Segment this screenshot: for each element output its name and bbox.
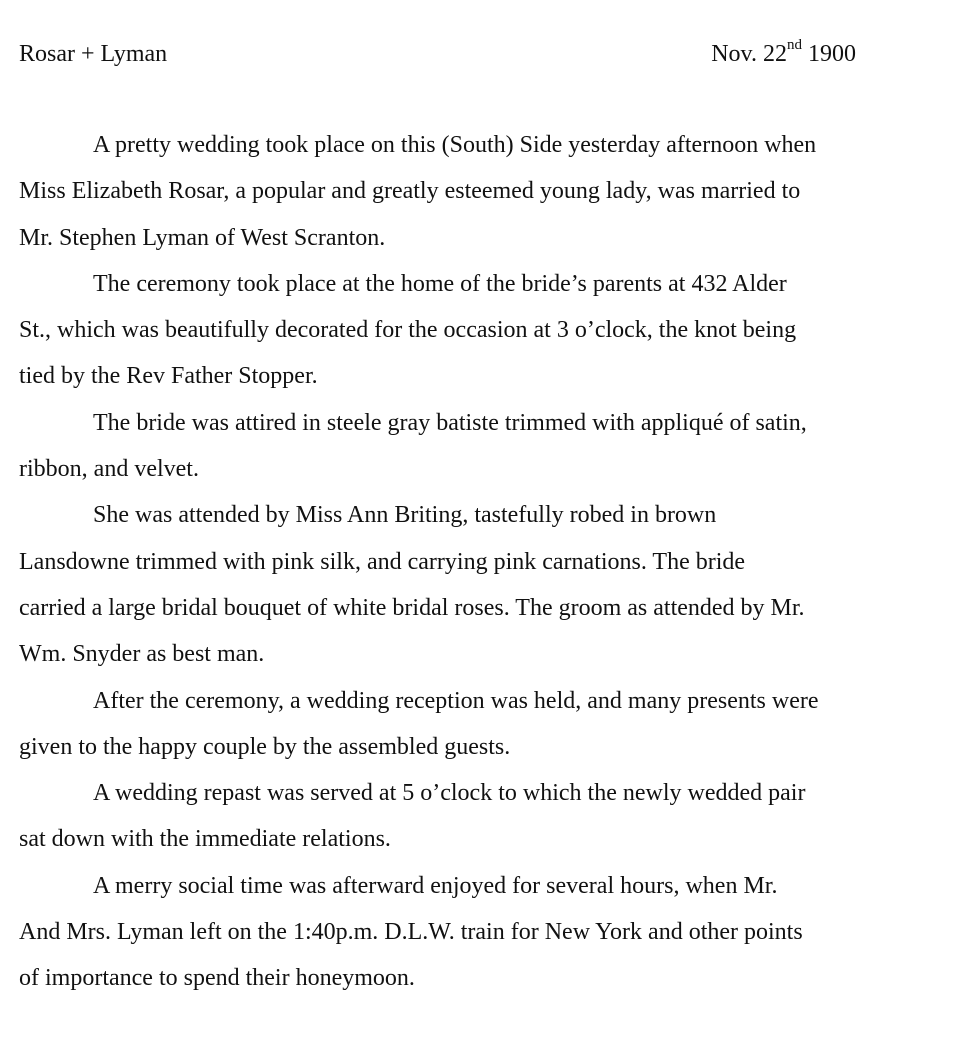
paragraph [19, 261, 919, 400]
paragraph-line: And Mrs. Lyman left on the 1:40p.m. D.L.W. train for New York and other points [19, 919, 803, 946]
article-body [19, 122, 919, 1002]
date-ordinal: nd [787, 37, 802, 53]
paragraph-line: A wedding repast was served at 5 o’clock to which the newly wedded pair [93, 780, 806, 807]
paragraph-line: Wm. Snyder as best man. [19, 641, 265, 668]
paragraph-line: Miss Elizabeth Rosar, a popular and greatly esteemed young lady, was married to [19, 178, 801, 205]
paragraph-line: The ceremony took place at the home of the bride’s parents at 432 Alder [93, 270, 787, 297]
paragraph [19, 678, 919, 771]
paragraph-line: A pretty wedding took place on this (South) Side yesterday afternoon when [93, 132, 817, 158]
paragraph-line: Lansdowne trimmed with pink silk, and carrying pink carnations. The bride [19, 548, 746, 575]
paragraph [19, 400, 919, 493]
paragraph-line: given to the happy couple by the assembled guests. [19, 733, 511, 760]
paragraph-line: After the ceremony, a wedding reception was held, and many presents were [93, 687, 819, 714]
paragraph-line: A merry social time was afterward enjoyed for several hours, when Mr. [93, 872, 778, 899]
paragraph [19, 492, 919, 677]
paragraph-line: of importance to spend their honeymoon. [19, 965, 415, 992]
date-year: 1900 [802, 41, 856, 67]
paragraph-line: The bride was attired in steele gray batiste trimmed with appliqué of satin, [93, 409, 807, 436]
header-date [711, 34, 856, 74]
paragraph [19, 122, 919, 261]
document-header [19, 34, 856, 74]
paragraph-line: sat down with the immediate relations. [19, 826, 391, 853]
date-prefix: Nov. 22 [711, 41, 787, 67]
paragraph-line: St., which was beautifully decorated for the occasion at 3 o’clock, the knot being [19, 317, 797, 344]
paragraph [19, 863, 919, 1002]
header-names: Rosar + Lyman [19, 41, 168, 67]
paragraph-line: Mr. Stephen Lyman of West Scranton. [19, 224, 386, 251]
paragraph-line: She was attended by Miss Ann Briting, tastefully robed in brown [93, 502, 717, 529]
paragraph-line: tied by the Rev Father Stopper. [19, 363, 318, 390]
paragraph [19, 770, 919, 863]
paragraph-line: carried a large bridal bouquet of white bridal roses. The groom as attended by Mr. [19, 594, 805, 621]
paragraph-line: ribbon, and velvet. [19, 456, 199, 483]
